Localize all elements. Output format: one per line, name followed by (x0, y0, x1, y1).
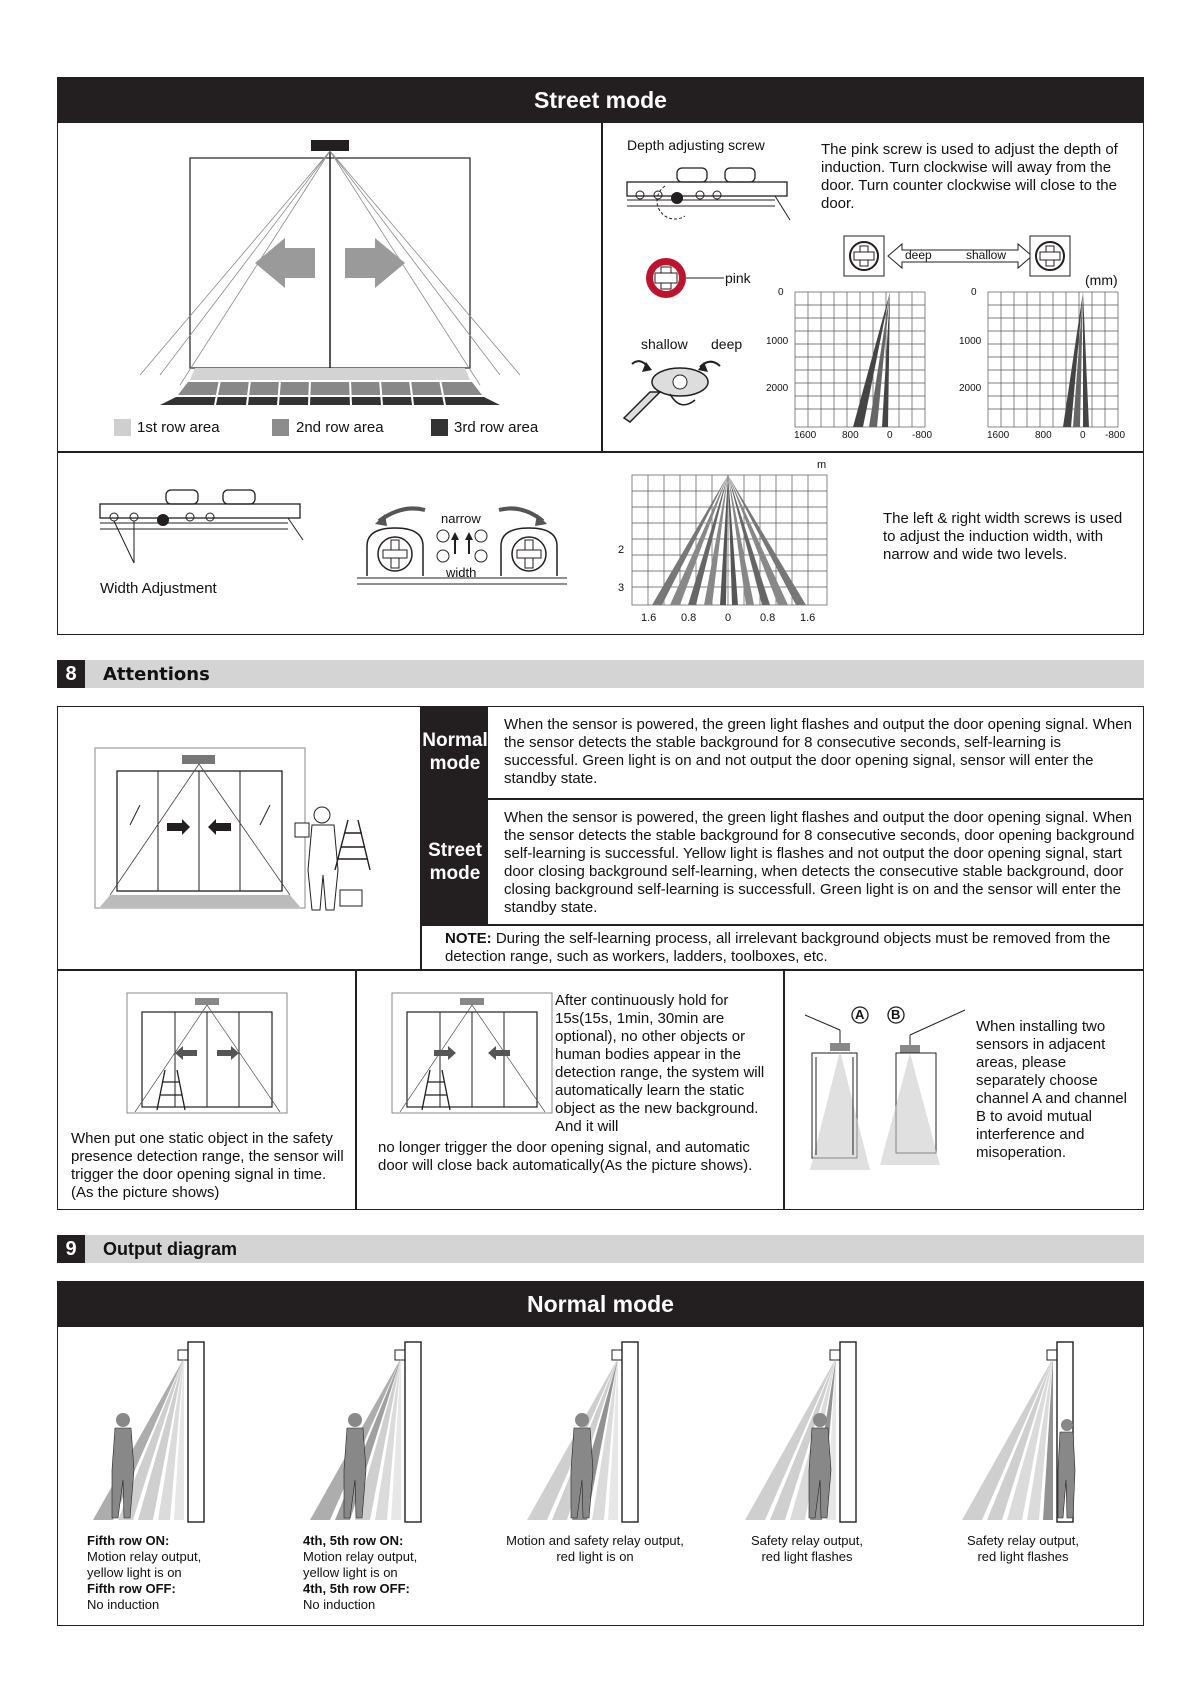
divider (57, 969, 1144, 971)
normal-mode-label-block (422, 707, 488, 798)
caption-3 (495, 1533, 695, 1565)
unit-label: (mm) (1085, 272, 1118, 288)
hold-text-top: After continuously hold for 15s(15s, 1min, 30min are optional), no other objects or human bodies appear in the detection range, the system will automatically learn the static object as the new background. And it will (555, 992, 765, 1135)
legend-label-1: 1st row area (137, 419, 220, 436)
normal-mode-label-line1: Normal (422, 730, 488, 751)
section-title: Attentions (103, 664, 210, 685)
normal-mode-title-bar (57, 1281, 1144, 1327)
x-tick: 0 (725, 612, 732, 624)
street-mode-label-line1: Street (428, 840, 482, 861)
caption-line: Motion and safety relay output, (506, 1533, 684, 1548)
divider (355, 970, 357, 1210)
x-tick: -800 (1105, 430, 1126, 441)
narrow-label: narrow (441, 511, 481, 526)
depth-text: The pink screw is used to adjust the depth of induction. Turn clockwise will away from the door. Turn counter clockwise will close to the door. (821, 141, 1118, 212)
x-tick: 0.8 (760, 612, 776, 624)
deep-shallow-arrow (842, 232, 1072, 280)
street-mode-label-block (422, 800, 488, 924)
x-tick: 0 (1080, 430, 1086, 441)
divider (57, 451, 1144, 453)
pink-screw-icon (642, 255, 732, 301)
caption-line: red light is on (556, 1549, 634, 1564)
output-scene-3 (522, 1340, 652, 1525)
x-tick: 800 (1035, 430, 1052, 441)
x-tick: 0.8 (681, 612, 697, 624)
two-sensors-illustration (800, 995, 970, 1175)
caption-line: yellow light is on (303, 1565, 398, 1580)
caption-line: red light flashes (977, 1549, 1069, 1564)
y-tick: 1000 (959, 336, 982, 347)
width-text: The left & right width screws is used to adjust the induction width, with narrow and wide two levels. (883, 510, 1123, 563)
x-tick: 1.6 (641, 612, 657, 624)
caption-line: 4th, 5th row ON: (303, 1533, 404, 1548)
width-graph-unit: m (817, 459, 827, 471)
divider (783, 970, 785, 1210)
caption-line: Motion relay output, (303, 1549, 418, 1564)
divider (420, 924, 1144, 926)
output-scene-1 (88, 1340, 218, 1525)
y-tick: 0 (971, 287, 977, 298)
depth-graph-shallow (963, 290, 1133, 445)
legend-swatch-1 (114, 419, 131, 436)
note-body: During the self-learning process, all irrelevant background objects must be removed from the detection range, such as workers, ladders, toolboxes, etc. (445, 930, 1111, 965)
divider (420, 798, 1144, 800)
street-mode-title-bar (57, 77, 1144, 123)
door-detection-diagram (120, 135, 540, 405)
x-tick: 1600 (794, 430, 817, 441)
screwdriver-icon (620, 352, 730, 432)
section-number: 8 (57, 660, 85, 688)
two-sensors-text: When installing two sensors in adjacent areas, please separately choose channel A and channel B to avoid mutual interference and misoperation. (976, 1018, 1127, 1161)
channel-b-label: B (891, 1007, 901, 1022)
caption-line: Safety relay output, (750, 1533, 863, 1548)
output-scene-2 (305, 1340, 435, 1525)
depth-label: Depth adjusting screw (627, 137, 765, 153)
shallow-arrow-label: shallow (966, 248, 1007, 262)
legend-swatch-2 (272, 419, 289, 436)
x-tick: 1.6 (800, 612, 816, 624)
static-object-door-illustration (125, 990, 290, 1120)
legend-label-2: 2nd row area (296, 419, 384, 436)
normal-mode-text: When the sensor is powered, the green light flashes and output the door opening signal. When the sensor detects the stable background for 8 consecutive seconds, self-learning is successful. Green light is on and not output the door opening signal, sensor will enter the standby state. (504, 716, 1132, 787)
output-scene-4 (740, 1340, 870, 1525)
street-mode-title: Street mode (534, 87, 667, 113)
depth-graph-deep (770, 290, 940, 445)
caption-4 (712, 1533, 902, 1565)
caption-1 (87, 1533, 201, 1613)
note-text (445, 930, 1137, 966)
x-tick: 1600 (987, 430, 1010, 441)
street-mode-text: When the sensor is powered, the green light flashes and output the door opening signal. When the sensor detects the stable background for 8 consecutive seconds, door opening background self-learning is successful. Yellow light is flashes and not output the door opening signal, start door closing background self-learning, when detects the consecutive stable background, door closing background self-learning is successfull. Green light is on and the sensor will enter the standby state. (504, 809, 1135, 916)
caption-line: yellow light is on (87, 1565, 182, 1580)
deep-label: deep (711, 336, 743, 352)
normal-mode-title: Normal mode (527, 1291, 674, 1317)
legend-label-3: 3rd row area (454, 419, 539, 436)
section-title: Output diagram (103, 1239, 237, 1259)
section-number: 9 (57, 1235, 85, 1263)
caption-line: No induction (87, 1597, 160, 1612)
hold-door-illustration (390, 990, 555, 1120)
width-adjustment-label: Width Adjustment (100, 580, 217, 597)
x-tick: 0 (887, 430, 893, 441)
channel-a-label: A (855, 1007, 865, 1022)
y-tick: 2 (618, 544, 625, 556)
deep-arrow-label: deep (905, 248, 932, 262)
y-tick: 1000 (766, 336, 789, 347)
caption-5 (928, 1533, 1118, 1565)
caption-line: Fifth row ON: (87, 1533, 170, 1548)
caption-line: No induction (303, 1597, 376, 1612)
y-tick: 2000 (959, 383, 982, 394)
caption-2 (303, 1533, 417, 1613)
hold-text-bottom: no longer trigger the door opening signal, and automatic door will close back automatically(As the picture shows). (378, 1139, 753, 1174)
width-label: width (446, 565, 477, 580)
divider (601, 122, 603, 452)
caption-line: Fifth row OFF: (87, 1581, 176, 1596)
caption-line: 4th, 5th row OFF: (303, 1581, 410, 1596)
y-tick: 0 (778, 287, 784, 298)
x-tick: -800 (912, 430, 933, 441)
street-mode-label-line2: mode (429, 863, 481, 884)
section-header-attentions (57, 660, 1144, 688)
output-scene-5 (957, 1340, 1087, 1525)
section-header-output (57, 1235, 1144, 1263)
width-adjustment-sensor-icon (98, 485, 308, 575)
x-tick: 800 (842, 430, 859, 441)
normal-mode-label-line2: mode (429, 753, 481, 774)
depth-screw-sensor-icon (625, 158, 795, 233)
static-object-text: When put one static object in the safety presence detection range, the sensor will trigger the door opening signal in time. (As the picture shows) (71, 1130, 344, 1201)
note-label: NOTE: (445, 930, 492, 947)
caption-line: Motion relay output, (87, 1549, 202, 1564)
width-detection-graph (630, 473, 830, 608)
y-tick: 3 (618, 582, 625, 594)
caption-line: red light flashes (761, 1549, 853, 1564)
legend-swatch-3 (431, 419, 448, 436)
y-tick: 2000 (766, 383, 789, 394)
door-worker-illustration (90, 745, 390, 925)
pink-label: pink (725, 270, 751, 286)
shallow-label: shallow (641, 336, 688, 352)
caption-line: Safety relay output, (966, 1533, 1079, 1548)
